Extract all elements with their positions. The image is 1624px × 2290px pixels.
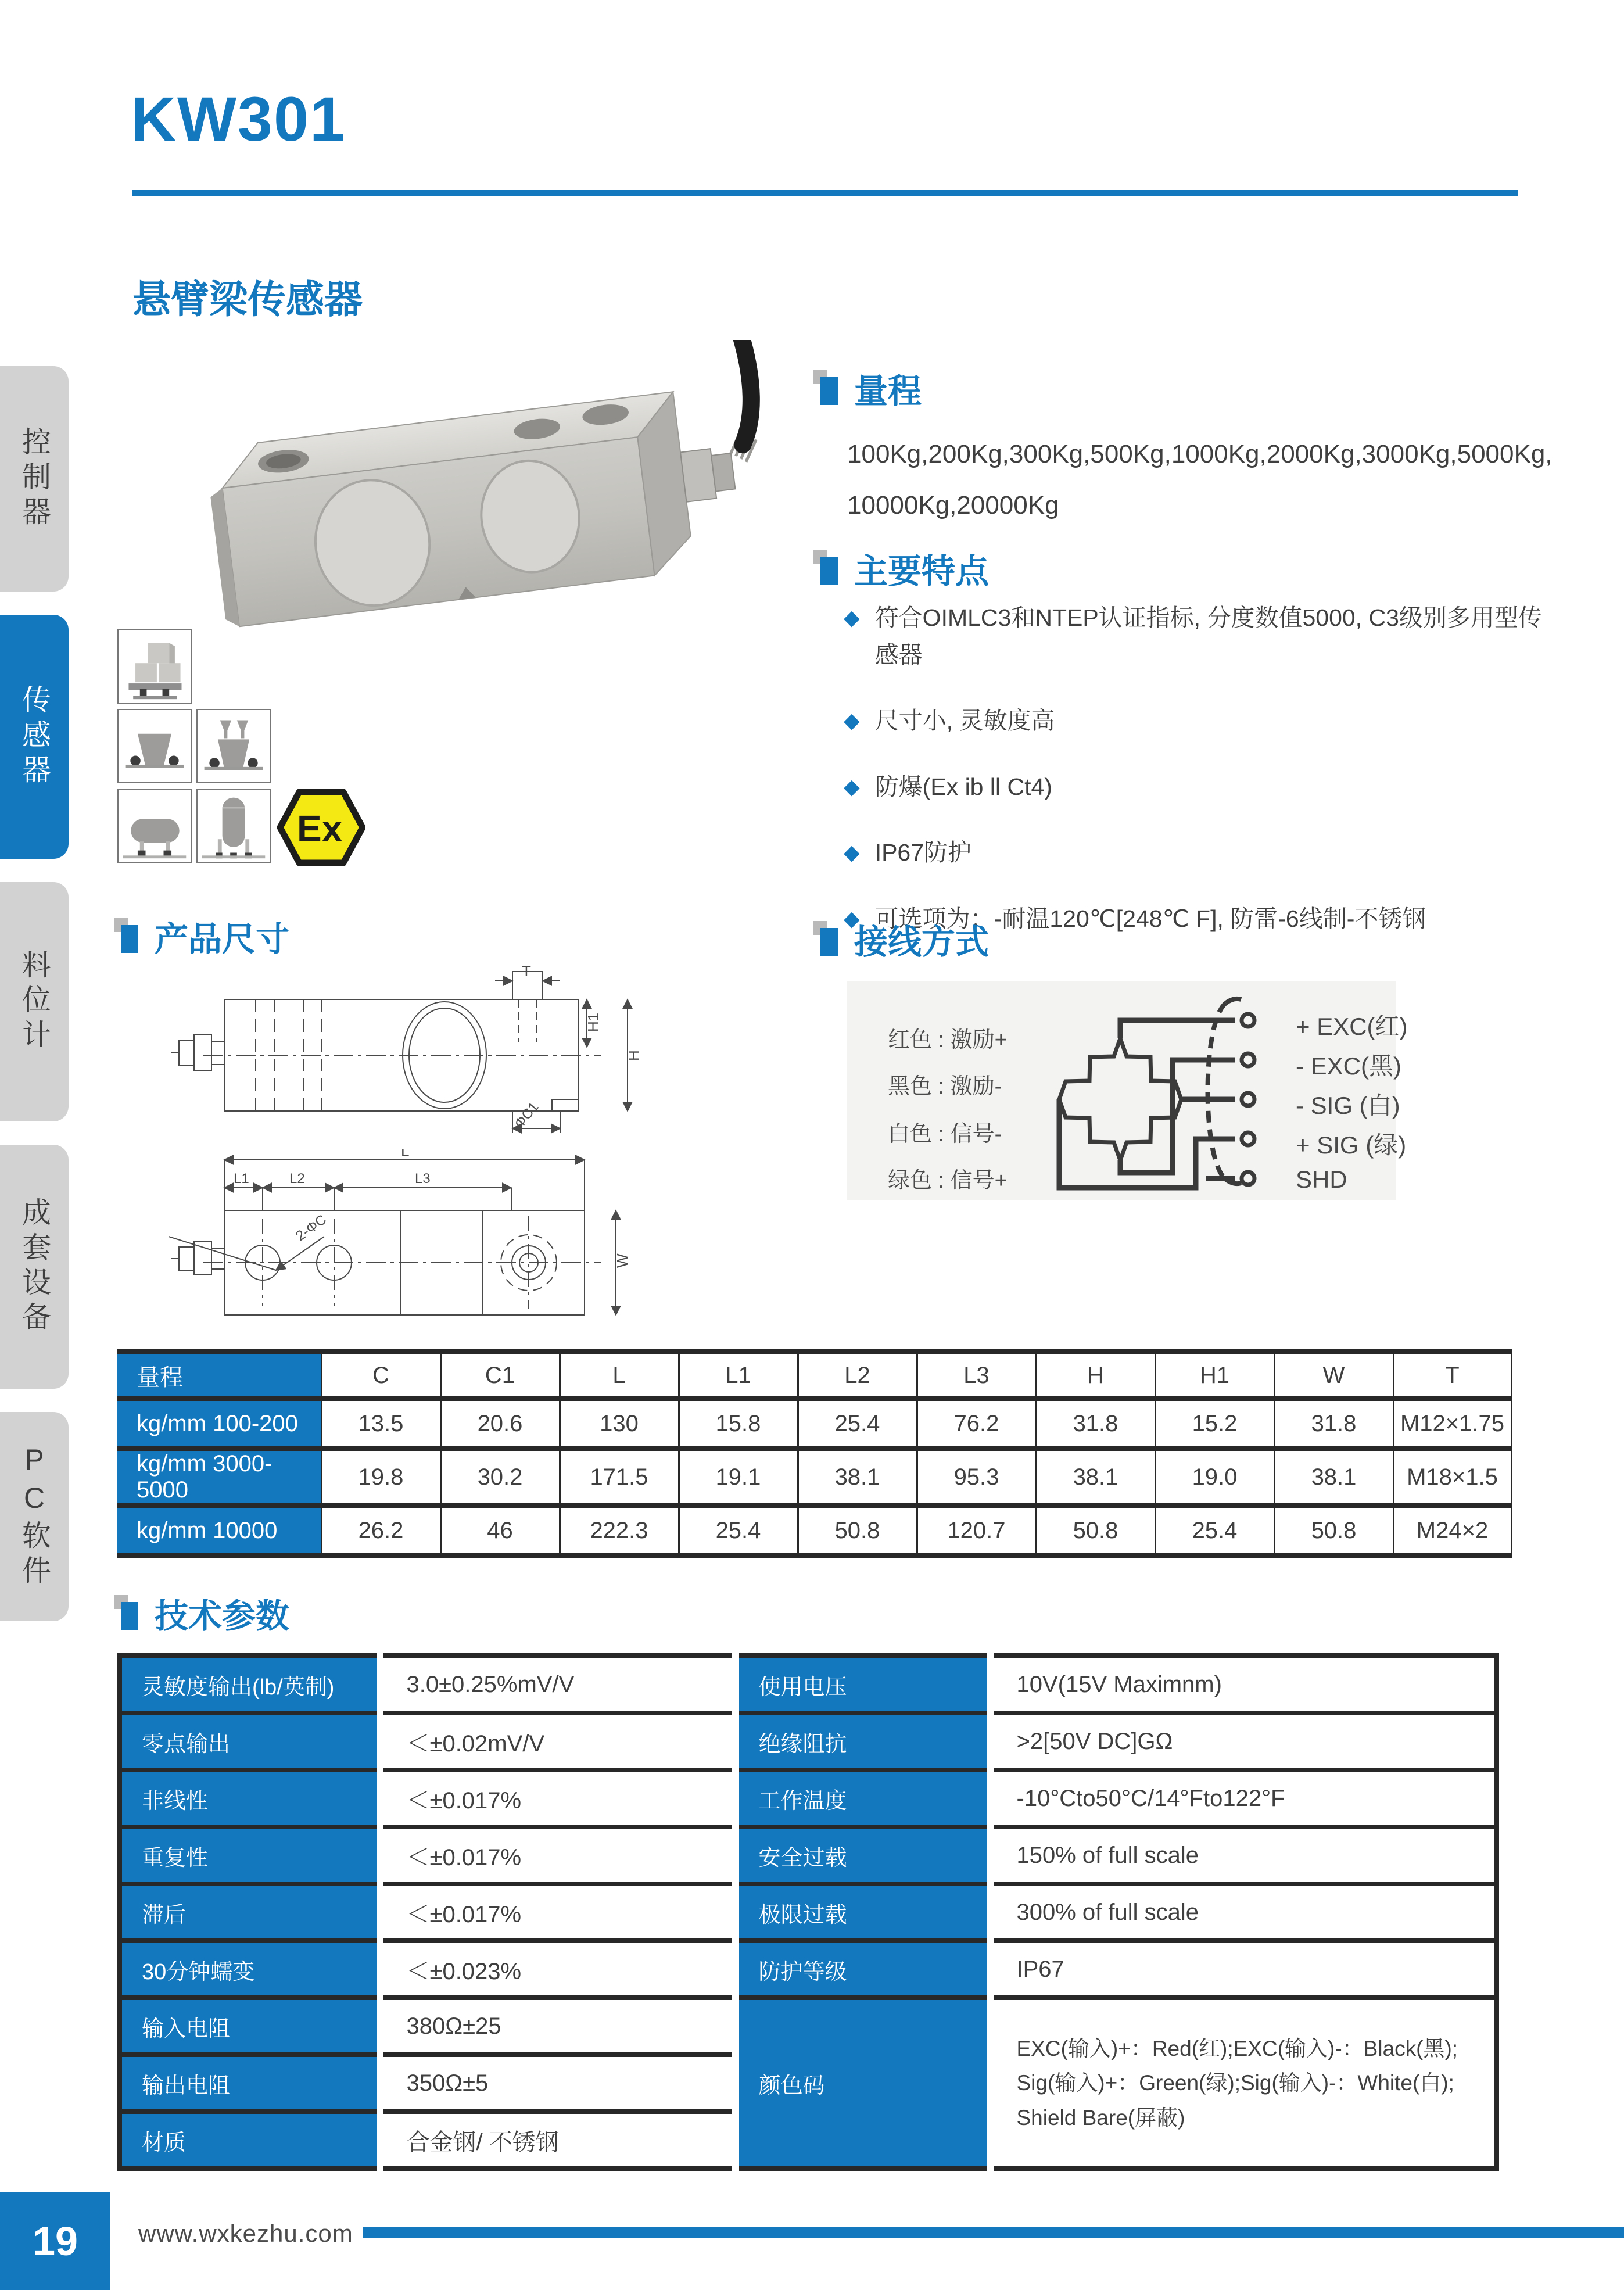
svg-text:Ex: Ex: [297, 808, 343, 850]
section-title: 量程: [854, 372, 922, 410]
app-icon-floor-scale: [117, 629, 192, 704]
dimensions-table: [117, 1349, 1512, 1558]
section-title: 技术参数: [155, 1597, 290, 1635]
wiring-diagram: [847, 981, 1408, 1200]
diamond-bullet-icon: ◆: [844, 605, 860, 629]
sidebar-item-complete-equipment[interactable]: 成套设备: [0, 1145, 69, 1389]
app-icon-horizontal-tank: [117, 789, 192, 863]
table-row: 灵敏度输出(lb/英制) 3.0±0.25%mV/V 使用电压 10V(15V Maximnm): [120, 1656, 1497, 1714]
terminal-label: + SIG (绿): [1296, 1131, 1407, 1159]
diamond-bullet-icon: ◆: [844, 774, 860, 798]
hopper-icon: [119, 710, 191, 782]
feature-list: [844, 600, 1550, 937]
drawing-top-view: [169, 1149, 726, 1327]
svg-text:L3: L3: [415, 1171, 431, 1187]
section-marker-icon: [114, 1594, 142, 1632]
terminal-label: - EXC(黑): [1296, 1052, 1401, 1080]
section-title: 产品尺寸: [155, 920, 290, 958]
feature-item: ◆ IP67防护: [844, 834, 1550, 872]
section-marker-icon: [114, 917, 142, 955]
feature-item: ◆ 可选项为：-耐温120℃[248℃ F], 防雷-6线制-不锈钢: [844, 901, 1550, 938]
section-marker-icon: [813, 369, 841, 407]
wire-color-label: 红色 : 激励+: [888, 1028, 1008, 1052]
table-row: 材质 合金钢/ 不锈钢: [120, 2112, 1497, 2169]
table-row: 非线性 ＜±0.017% 工作温度 -10°Cto50°C/14°Fto122°F: [120, 1770, 1497, 1827]
ex-atex-logo: [277, 787, 365, 868]
range-text: [847, 429, 1585, 531]
wire-color-label: 白色 : 信号-: [888, 1122, 1002, 1146]
section-title: 主要特点: [854, 553, 990, 590]
diamond-bullet-icon: ◆: [844, 906, 860, 930]
table-row: kg/mm 100-200 13.5 20.6 130 15.8 25.4 76.2 31.8 15.2 31.8 M12×1.75: [117, 1399, 1511, 1449]
ex-hexagon-icon: [277, 787, 365, 868]
app-icon-vertical-vessel: [196, 789, 271, 863]
page-number-badge: [0, 2192, 110, 2290]
section-marker-icon: [813, 920, 841, 958]
wire-color-label: 黑色 : 激励-: [888, 1074, 1002, 1099]
color-code-label: 颜色码: [736, 1998, 990, 2169]
range-line-2: 10000Kg,20000Kg: [847, 491, 1059, 519]
terminal-label: SHD: [1296, 1166, 1347, 1193]
product-name: 悬臂梁传感器: [132, 278, 363, 321]
website-link[interactable]: www.wxkezhu.com: [138, 2220, 353, 2247]
diamond-bullet-icon: ◆: [844, 708, 860, 733]
table-row: kg/mm 10000 26.2 46 222.3 25.4 50.8 120.7 50.8 25.4 50.8 M24×2: [117, 1506, 1511, 1556]
svg-text:L1: L1: [234, 1171, 249, 1187]
vertical-vessel-icon: [198, 790, 270, 862]
sidebar-item-sensor[interactable]: 传感器: [0, 615, 69, 859]
load-cell-body: [199, 340, 773, 628]
svg-text:2-ΦC: 2-ΦC: [293, 1212, 329, 1245]
app-icon-hopper: [117, 709, 192, 783]
section-tech-header: [114, 1592, 289, 1634]
diamond-bullet-icon: ◆: [844, 840, 860, 865]
page-title: KW301: [131, 84, 346, 154]
section-marker-icon: [813, 549, 841, 587]
table-row: 零点输出 ＜±0.02mV/V 绝缘阻抗 >2[50V DC]GΩ: [120, 1713, 1497, 1770]
wire-color-label: 绿色 : 信号+: [888, 1169, 1008, 1193]
page-number: 19: [33, 2218, 78, 2264]
svg-text:H: H: [625, 1050, 643, 1061]
sidebar-item-level-gauge[interactable]: 料位计: [0, 882, 69, 1121]
feature-item: ◆ 尺寸小, 灵敏度高: [844, 703, 1550, 740]
range-line-1: 100Kg,200Kg,300Kg,500Kg,1000Kg,2000Kg,3000Kg,5000Kg,: [847, 440, 1553, 468]
product-photo: [139, 340, 784, 674]
section-title: 接线方式: [854, 923, 990, 961]
sidebar-item-controller[interactable]: 控制器: [0, 366, 69, 592]
terminal-label: - SIG (白): [1296, 1092, 1400, 1119]
horizontal-tank-icon: [119, 790, 191, 862]
footer-rule: [363, 2227, 1624, 2238]
drawing-side-view: [169, 966, 726, 1140]
svg-text:H1: H1: [585, 1012, 602, 1032]
terminal-label: + EXC(红): [1296, 1013, 1408, 1040]
feature-item: ◆ 防爆(Ex ib ll Ct4): [844, 769, 1550, 806]
feature-item: ◆ 符合OIMLC3和NTEP认证指标, 分度数值5000, C3级别多用型传感器: [844, 600, 1550, 673]
svg-text:L2: L2: [289, 1171, 305, 1187]
svg-text:W: W: [614, 1253, 631, 1268]
app-icon-hopper-feeders: [196, 709, 271, 783]
table-header-row: 量程 C C1 L L1 L2 L3 H H1 W T: [117, 1352, 1511, 1399]
table-row: kg/mm 3000-5000 19.8 30.2 171.5 19.1 38.1 95.3 38.1 19.0 38.1 M18×1.5: [117, 1449, 1511, 1506]
floor-scale-icon: [119, 630, 191, 703]
section-features-header: [813, 547, 989, 589]
svg-text:T: T: [522, 966, 531, 980]
tech-params-table: [117, 1653, 1499, 2171]
hopper-feeders-icon: [198, 710, 270, 782]
section-wiring-header: [813, 918, 989, 960]
color-code-value: EXC(输入)+：Red(红);EXC(输入)-：Black(黑); Sig(输入)+：Green(绿);Sig(输入)-：White(白); Shield Bare(屏蔽): [990, 1998, 1497, 2169]
table-row: 30分钟蠕变 ＜±0.023% 防护等级 IP67: [120, 1941, 1497, 1998]
table-row: 输入电阻 380Ω±25 颜色码 EXC(输入)+：Red(红);EXC(输入)-：Black(黑); Sig(输入)+：Green(绿);Sig(输入)-：White(白); Shield Bare(屏蔽): [120, 1998, 1497, 2055]
table-row: 滞后 ＜±0.017% 极限过载 300% of full scale: [120, 1884, 1497, 1941]
svg-text:L: L: [401, 1149, 410, 1160]
svg-text:ΦC1: ΦC1: [511, 1099, 542, 1132]
section-dimensions-header: [114, 915, 289, 957]
table-row: 输出电阻 350Ω±5: [120, 2055, 1497, 2112]
section-range-header: [813, 367, 922, 409]
table-row: 重复性 ＜±0.017% 安全过载 150% of full scale: [120, 1827, 1497, 1884]
sidebar-item-pc-software[interactable]: PC软件: [0, 1412, 69, 1621]
title-rule: [132, 190, 1518, 196]
